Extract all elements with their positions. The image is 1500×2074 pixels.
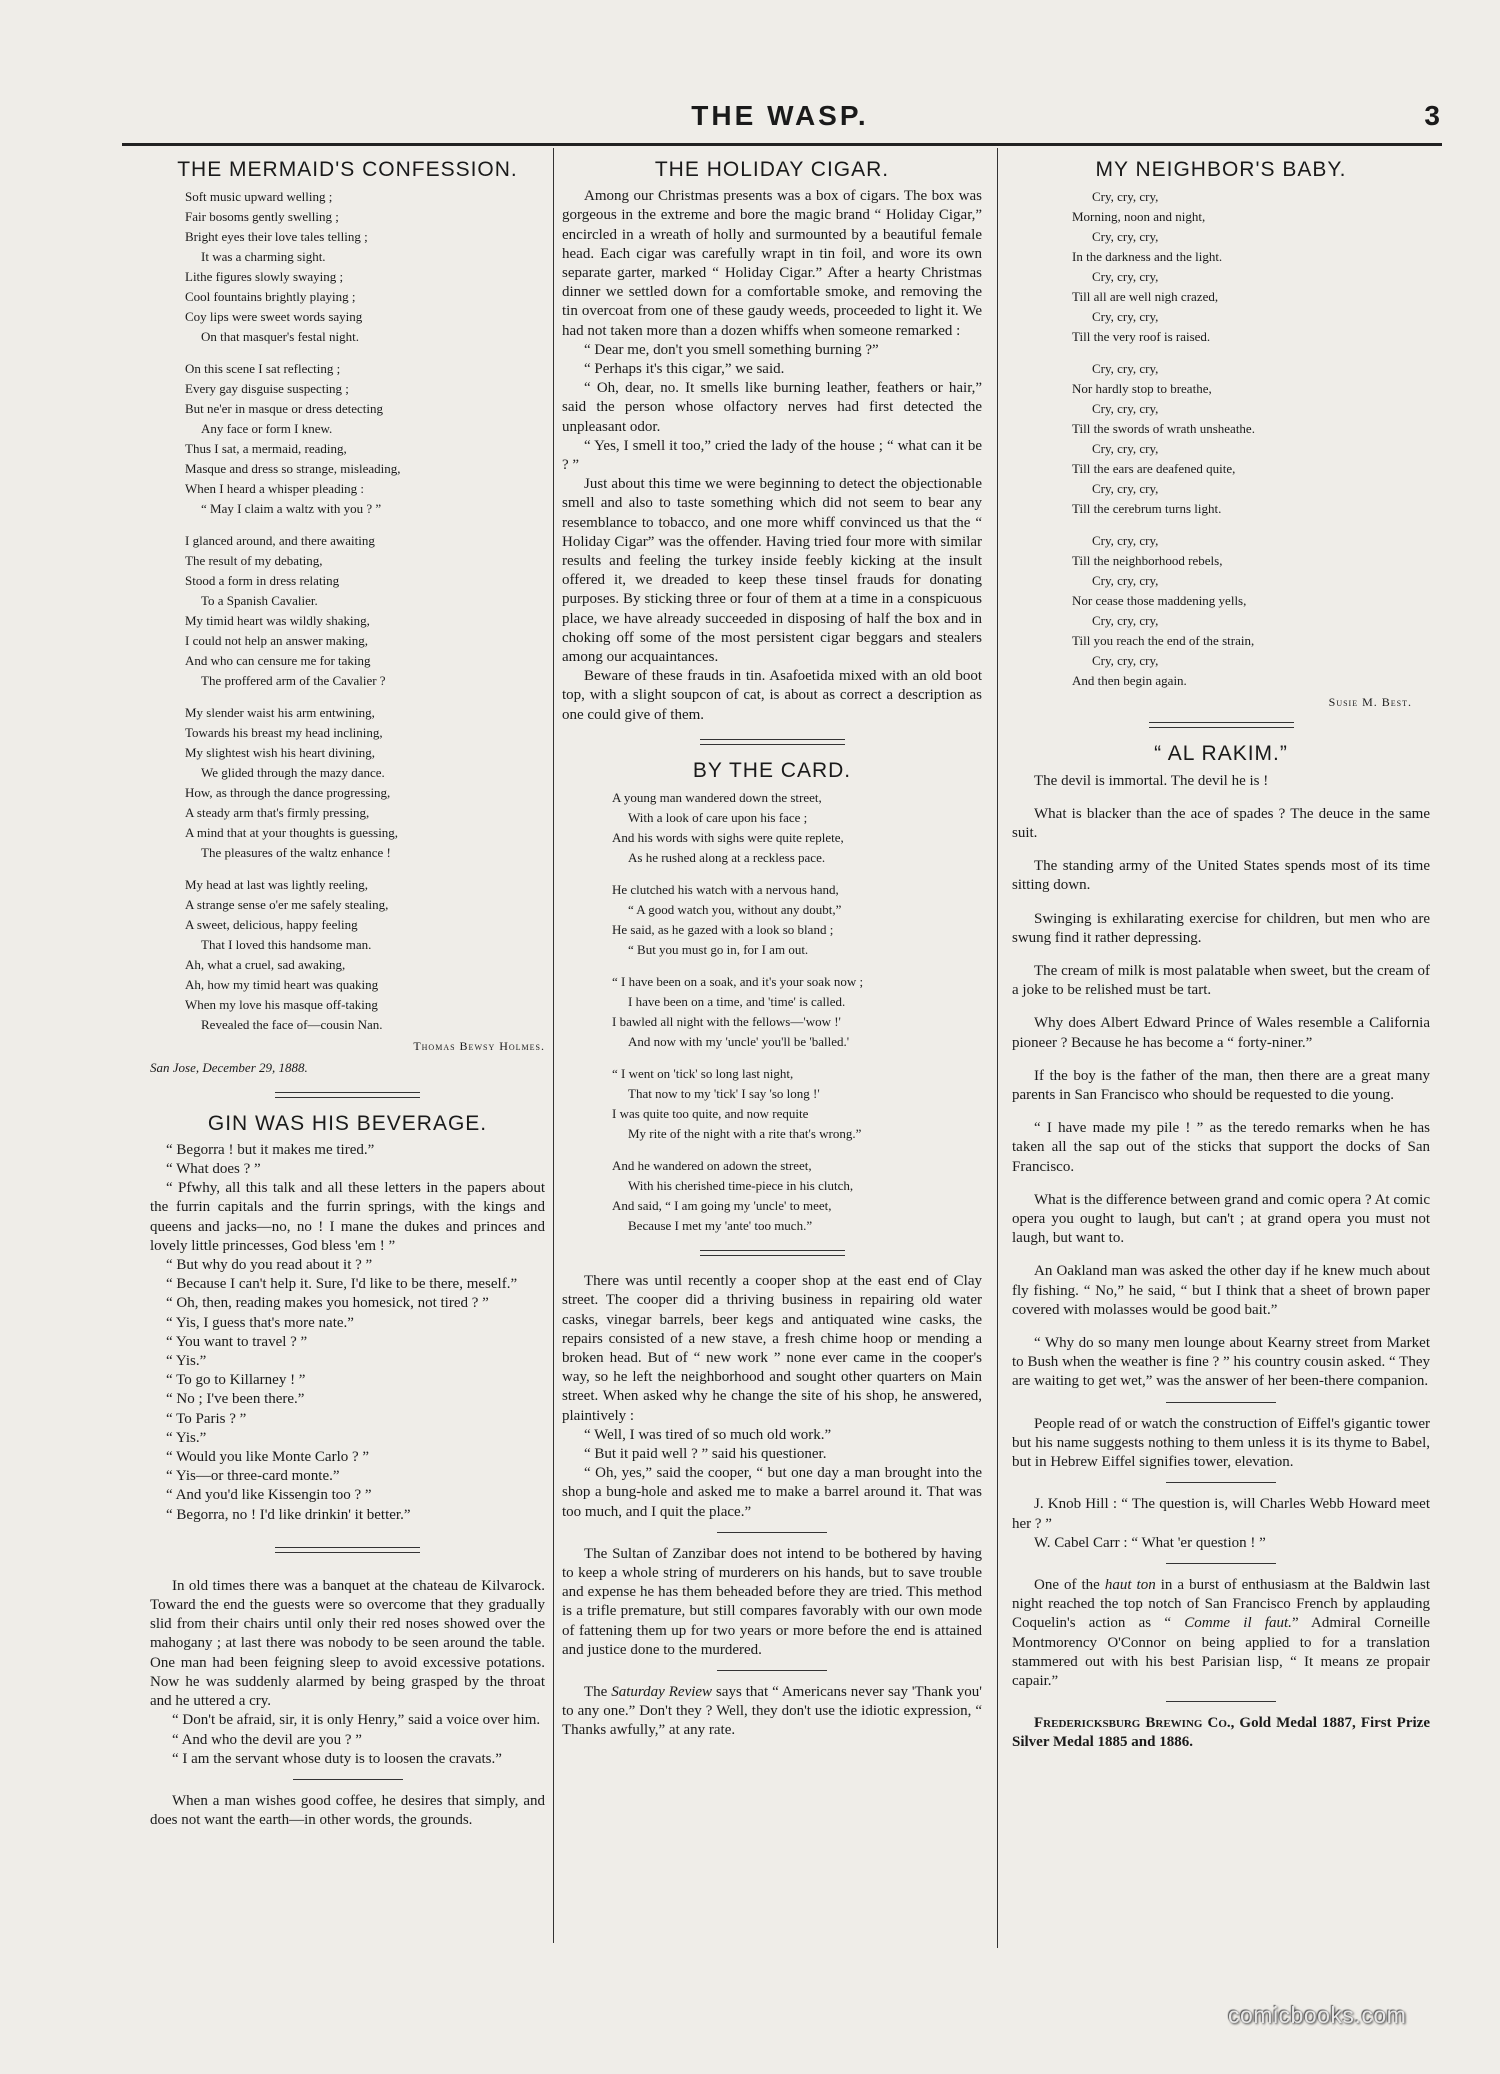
- section-divider: [700, 1250, 845, 1256]
- poem-stanza: [1012, 187, 1430, 347]
- paragraph: “ And who the devil are you ? ”: [172, 1731, 362, 1748]
- poem-line: Nor cease those maddening yells,: [1072, 593, 1247, 609]
- poem-line: My slender waist his arm entwining,: [185, 705, 375, 721]
- joke: What is the difference between grand and comic opera ? At comic opera you ought to laugh, but can't ; at grand opera you must not laugh, but want to.: [1012, 1191, 1430, 1247]
- dialogue-line: “ Yis, I guess that's more nate.”: [166, 1314, 354, 1331]
- poem-line: Cry, cry, cry,: [1092, 441, 1159, 457]
- paragraph: “ But it paid well ? ” said his questioner.: [584, 1445, 827, 1462]
- mermaid-poem: [185, 187, 545, 1035]
- italic-phrase: Comme il faut.: [1184, 1615, 1292, 1632]
- short-rule: [1166, 1563, 1276, 1564]
- dialogue-line: “ Because I can't help it. Sure, I'd like to be there, meself.”: [166, 1276, 518, 1293]
- poem-line: Thus I sat, a mermaid, reading,: [185, 441, 347, 457]
- poem-line: Till the ears are deafened quite,: [1072, 461, 1236, 477]
- poem-stanza: [185, 703, 545, 863]
- poem-line: It was a charming sight.: [201, 249, 326, 265]
- paragraph: “ Don't be afraid, sir, it is only Henry,” said a voice over him.: [172, 1712, 541, 1729]
- poem-line: The proffered arm of the Cavalier ?: [201, 673, 386, 689]
- short-rule: [717, 1670, 827, 1671]
- paragraph: There was until recently a cooper shop at the east end of Clay street. The cooper did a thriving business in repairing old water casks, vinegar barrels, beer kegs and antiquated wine casks, the repairs consisted of a new stave, a fresh chime hoop or mending a broken head. But of “ new work ” none ever came in the cooper's way, so he left the neighborhood and sought other quarters on Main street. When asked why he change the site of his shop, he answered, plaintively :: [562, 1273, 982, 1424]
- joke: The devil is immortal. The devil he is !: [1034, 772, 1269, 789]
- paragraph: Beware of these frauds in tin. Asafoetida mixed with an old boot top, with a slight soupcon of cat, is about as correct a description as one could give of them.: [562, 668, 982, 723]
- poem-line: Coy lips were sweet words saying: [185, 309, 363, 325]
- dialogue-line: “ Begorra, no ! I'd like drinkin' it better.”: [166, 1506, 411, 1523]
- joke: Why does Albert Edward Prince of Wales resemble a California pioneer ? Because he has become a “ forty-niner.”: [1012, 1015, 1430, 1051]
- dialogue-line: “ And you'd like Kissengin too ? ”: [166, 1487, 372, 1504]
- poem-line: “ I went on 'tick' so long last night,: [612, 1066, 794, 1082]
- gin-title: GIN WAS HIS BEVERAGE.: [207, 1111, 488, 1135]
- poem-line: Any face or form I knew.: [201, 421, 333, 437]
- joke: The cream of milk is most palatable when sweet, but the cream of a joke to be relished must be tart.: [1012, 963, 1430, 999]
- poem-line: I glanced around, and there awaiting: [185, 533, 375, 549]
- poem-line: Cry, cry, cry,: [1092, 361, 1159, 377]
- poem-line: Fair bosoms gently swelling ;: [185, 209, 339, 225]
- poem-line: A strange sense o'er me safely stealing,: [185, 897, 389, 913]
- poem-stanza: [185, 359, 545, 519]
- section-divider: [275, 1547, 420, 1553]
- poem-line: We glided through the mazy dance.: [201, 765, 385, 781]
- poem-stanza: [185, 187, 545, 347]
- poem-line: And said, “ I am going my 'uncle' to meet,: [612, 1198, 832, 1214]
- saturday-item: [562, 1683, 982, 1741]
- eiffel-item: People read of or watch the construction of Eiffel's gigantic tower but his name suggests nothing to them unless it is its thyme to Babel, but in Hebrew Eiffel signifies tower, elevation.: [1012, 1415, 1430, 1471]
- poem-line: Till the very roof is raised.: [1072, 329, 1211, 345]
- poem-line: Cry, cry, cry,: [1092, 189, 1159, 205]
- poem-line: Till the cerebrum turns light.: [1072, 501, 1222, 517]
- poem-line: “ But you must go in, for I am out.: [628, 942, 809, 958]
- paragraph: “ Yes, I smell it too,” cried the lady of the house ; “ what can it be ? ”: [562, 437, 982, 474]
- paragraph: “ Oh, dear, no. It smells like burning leather, feathers or hair,” said the person whose olfactory nerves had first detected the unpleasant odor.: [562, 380, 982, 435]
- poem-stanza: [1012, 531, 1430, 691]
- column-3: [1012, 160, 1430, 1753]
- paragraph: “ Perhaps it's this cigar,” we said.: [584, 361, 785, 378]
- short-rule: [717, 1532, 827, 1533]
- short-rule: [1166, 1482, 1276, 1483]
- dialogue-line: “ Begorra ! but it makes me tired.”: [166, 1141, 375, 1158]
- poem-line: Cry, cry, cry,: [1092, 613, 1159, 629]
- dialogue-line: “ What does ? ”: [166, 1161, 261, 1178]
- joke: The standing army of the United States spends most of its time sitting down.: [1012, 858, 1430, 894]
- poem-line: Cool fountains brightly playing ;: [185, 289, 356, 305]
- poem-line: Cry, cry, cry,: [1092, 309, 1159, 325]
- poem-line: The pleasures of the waltz enhance !: [201, 845, 391, 861]
- brewing-ad: [1012, 1714, 1430, 1752]
- dialogue-line: “ But why do you read about it ? ”: [166, 1257, 373, 1274]
- text-run: says that “ Americans never say 'Thank you' to any one.” Don't they ? Well, they don't use the idiotic expression, “ Thanks awfully,” at any rate.: [562, 1683, 982, 1739]
- baby-title: MY NEIGHBOR'S BABY.: [1095, 160, 1347, 181]
- poem-line: On this scene I sat reflecting ;: [185, 361, 341, 377]
- poem-line: I could not help an answer making,: [185, 633, 369, 649]
- newspaper-title: THE WASP.: [691, 100, 869, 131]
- poem-line: Lithe figures slowly swaying ;: [185, 269, 344, 285]
- section-divider: [275, 1092, 420, 1098]
- poem-line: A young man wandered down the street,: [612, 790, 822, 806]
- poem-line: “ I have been on a soak, and it's your soak now ;: [612, 974, 864, 990]
- joke: If the boy is the father of the man, then there are a great many parents in San Francisco who should be requested to die young.: [1012, 1067, 1430, 1104]
- rakim-jokes: [1012, 772, 1430, 1392]
- poem-line: And his words with sighs were quite replete,: [612, 830, 844, 846]
- poem-line: Cry, cry, cry,: [1092, 653, 1159, 669]
- poem-line: On that masquer's festal night.: [201, 329, 359, 345]
- text-run: One of the: [1034, 1576, 1105, 1593]
- dialogue-line: “ To Paris ? ”: [166, 1410, 247, 1427]
- dialogue-line: “ Pfwhy, all this talk and all these letters in the papers about the furrin capitals and the furrin springs, with the kings and queens and jacks—no, no ! I mane the dukes and princes and lovely little princesses, God bless 'em ! ”: [150, 1180, 545, 1254]
- header-rule: [122, 143, 1442, 146]
- poem-line: A mind that at your thoughts is guessing,: [185, 825, 399, 841]
- poem-line: And he wandered on adown the street,: [612, 1158, 812, 1174]
- joke: “ I have made my pile ! ” as the teredo remarks when he has taken all the sap out of the sticks that support the docks of San Francisco.: [1012, 1120, 1430, 1175]
- poem-line: A sweet, delicious, happy feeling: [185, 917, 358, 933]
- column-2: [562, 160, 982, 1741]
- joke: Swinging is exhilarating exercise for children, but men who are swung find it rather depressing.: [1012, 910, 1430, 946]
- dialogue-line: “ Oh, then, reading makes you homesick, not tired ? ”: [166, 1295, 489, 1312]
- poem-stanza: [185, 531, 545, 691]
- poem-line: Cry, cry, cry,: [1092, 269, 1159, 285]
- poem-line: And then begin again.: [1072, 673, 1187, 689]
- paragraph: In old times there was a banquet at the chateau de Kilvarock. Toward the end the guests were so overcome that they gradually slid from their chairs until only their red noses showed over the mahogany ; at last there was nobody to be seen around the table. One man had been feigning sleep to avoid excessive potations. Now he was suddenly alarmed by being grasped by the throat and he uttered a cry.: [150, 1577, 545, 1710]
- poem-line: Cry, cry, cry,: [1092, 229, 1159, 245]
- sultan-item: The Sultan of Zanzibar does not intend to be bothered by having to keep a whole string of murderers on his hands, but to save trouble and expense he has them beheaded before they are tried. This method is a trifle premature, but still compares favorably with our own mode of fattening them up for two years or more before the end is attained and justice done to the murdered.: [562, 1545, 982, 1658]
- poem-line: To a Spanish Cavalier.: [201, 593, 318, 609]
- poem-line: How, as through the dance progressing,: [185, 785, 391, 801]
- joke: What is blacker than the ace of spades ? The deuce in the same suit.: [1012, 805, 1430, 842]
- haut-ton-item: [1012, 1576, 1430, 1691]
- dialogue-line: “ Yis.”: [166, 1353, 207, 1370]
- poem-line: Nor hardly stop to breathe,: [1072, 381, 1212, 397]
- poem-line: That now to my 'tick' I say 'so long !': [628, 1086, 820, 1102]
- card-poem: [612, 788, 982, 1236]
- text-run: in a burst of enthusiasm at the Baldwin last night reached the top notch of San Francisco French by applauding Coquelin's action as “: [1012, 1576, 1430, 1632]
- joke: An Oakland man was asked the other day if he knew much about fly fishing. “ No,” he said, “ but I think that a sheet of brown paper covered with molasses would be good bait.”: [1012, 1263, 1430, 1318]
- page-number: 3: [1424, 100, 1440, 131]
- mermaid-author: Thomas Bewsy Holmes.: [413, 1039, 545, 1054]
- poem-line: Cry, cry, cry,: [1092, 481, 1159, 497]
- poem-line: I bawled all night with the fellows—'wow !': [612, 1014, 841, 1030]
- paragraph: “ Dear me, don't you smell something burning ?”: [584, 341, 879, 358]
- paragraph: “ I am the servant whose duty is to loosen the cravats.”: [172, 1750, 502, 1767]
- poem-line: Towards his breast my head inclining,: [185, 725, 383, 741]
- poem-line: Till you reach the end of the strain,: [1072, 633, 1255, 649]
- text-run: , Gold Medal 1887, First Prize Silver Medal 1885 and 1886.: [1012, 1715, 1430, 1751]
- cigar-title: THE HOLIDAY CIGAR.: [654, 160, 890, 181]
- poem-stanza: [612, 788, 982, 868]
- publication-name: Saturday Review: [611, 1683, 713, 1700]
- poem-stanza: [612, 1156, 982, 1236]
- short-rule: [1166, 1701, 1276, 1702]
- poem-line: When my love his masque off-taking: [185, 997, 378, 1013]
- site-watermark: comicbooks.com: [1228, 2002, 1407, 2028]
- poem-stanza: [612, 1064, 982, 1144]
- card-title: BY THE CARD.: [692, 758, 852, 782]
- poem-line: Stood a form in dress relating: [185, 573, 340, 589]
- poem-line: Revealed the face of—cousin Nan.: [201, 1017, 383, 1033]
- poem-line: He said, as he gazed with a look so bland ;: [612, 922, 834, 938]
- dialogue-line: “ You want to travel ? ”: [166, 1333, 308, 1350]
- paragraph: Just about this time we were beginning to detect the objectionable smell and also to taste something which did not seem to bear any resemblance to tobacco, and one more whiff convinced us that the “ Holiday Cigar” was the offender. Having tried four more with similar results and feeling the turkey inside feebly kicking at the insult offered it, we dreaded to keep these tinsel frauds for donating purposes. By sticking three or four of them at a time in a conspicuous place, we have already succeeded in disposing of half the box and in choking off some of the most persistent cigar beggars and stealers among our acquaintances.: [562, 476, 982, 666]
- poem-line: Ah, what a cruel, sad awaking,: [185, 957, 346, 973]
- italic-phrase: haut ton: [1104, 1576, 1156, 1593]
- chateau-anecdote: [150, 1577, 545, 1769]
- cigar-article: [562, 187, 982, 725]
- dialogue-line: “ Yis—or three-card monte.”: [166, 1468, 340, 1485]
- text-run: ” Admiral Corneille Montmorency O'Connor on being applied to for a translation stammered out with his best Parisian lisp, “ It means ze propair capair.”: [1012, 1615, 1430, 1689]
- brewery-name: Fredericksburg Brewing Co.: [1034, 1715, 1231, 1732]
- dialogue-line: “ No ; I've been there.”: [166, 1391, 305, 1408]
- joke: “ Why do so many men lounge about Kearny street from Market to Bush when the weather is fine ? ” his country cousin asked. “ They are waiting to get wet,” was the answer of her been-there companion.: [1012, 1335, 1430, 1390]
- poem-line: My rite of the night with a rite that's wrong.”: [628, 1126, 862, 1142]
- masthead: [120, 100, 1440, 140]
- poem-line: Cry, cry, cry,: [1092, 401, 1159, 417]
- poem-line: I have been on a time, and 'time' is called.: [628, 994, 846, 1010]
- mermaid-title: THE MERMAID'S CONFESSION.: [177, 160, 518, 181]
- poem-line: A steady arm that's firmly pressing,: [185, 805, 370, 821]
- column-rule-2: [997, 148, 998, 1948]
- poem-line: That I loved this handsome man.: [201, 937, 372, 953]
- short-rule: [293, 1779, 403, 1780]
- poem-line: Till all are well nigh crazed,: [1072, 289, 1219, 305]
- poem-line: “ A good watch you, without any doubt,”: [628, 902, 842, 918]
- poem-line: My timid heart was wildly shaking,: [185, 613, 370, 629]
- poem-line: And now with my 'uncle' you'll be 'balled.': [628, 1034, 850, 1050]
- cooper-anecdote: [562, 1272, 982, 1522]
- mermaid-date: San Jose, December 29, 1888.: [150, 1060, 308, 1076]
- column-rule-1: [553, 148, 554, 1943]
- poem-line: I was quite too quite, and now requite: [612, 1106, 809, 1122]
- poem-line: Till the swords of wrath unsheathe.: [1072, 421, 1255, 437]
- poem-line: With his cherished time-piece in his clutch,: [628, 1178, 854, 1194]
- poem-stanza: [612, 880, 982, 960]
- poem-line: My slightest wish his heart divining,: [185, 745, 375, 761]
- poem-stanza: [185, 875, 545, 1035]
- poem-line: When I heard a whisper pleading :: [185, 481, 365, 497]
- dialogue-line: “ Would you like Monte Carlo ? ”: [166, 1449, 370, 1466]
- poem-stanza: [612, 972, 982, 1052]
- baby-author: Susie M. Best.: [1328, 695, 1412, 710]
- section-divider: [1149, 722, 1294, 728]
- poem-line: Cry, cry, cry,: [1092, 533, 1159, 549]
- poem-line: Bright eyes their love tales telling ;: [185, 229, 368, 245]
- column-1: [150, 160, 545, 1830]
- poem-line: Ah, how my timid heart was quaking: [185, 977, 379, 993]
- poem-line: Soft music upward welling ;: [185, 189, 333, 205]
- paragraph: “ Well, I was tired of so much old work.”: [584, 1426, 832, 1443]
- poem-line: In the darkness and the light.: [1072, 249, 1223, 265]
- poem-line: But ne'er in masque or dress detecting: [185, 401, 384, 417]
- poem-line: Because I met my 'ante' too much.”: [628, 1218, 813, 1234]
- poem-line: My head at last was lightly reeling,: [185, 877, 369, 893]
- paragraph: “ Oh, yes,” said the cooper, “ but one day a man brought into the shop a bung-hole and asked me to make a barrel around it. That was too much, and I quit the place.”: [562, 1465, 982, 1520]
- paragraph: Among our Christmas presents was a box of cigars. The box was gorgeous in the extreme and bore the magic brand “ Holiday Cigar,” encircled in a wreath of holly and surmounted by a beautiful female head. Each cigar was carefully wrapt in tin foil, and wore its own separate garter, marked “ Holiday Cigar.” After a hearty Christmas dinner we settled down for a comfortable smoke, and removing the tin overcoat from one of these gaudy weeds, proceeded to light it. We had not taken more than a dozen whiffs when someone remarked :: [562, 188, 982, 339]
- rakim-title: “ AL RAKIM.”: [1154, 742, 1288, 766]
- poem-line: With a look of care upon his face ;: [628, 810, 808, 826]
- poem-line: The result of my debating,: [185, 553, 323, 569]
- text-run: The: [584, 1683, 612, 1700]
- poem-stanza: [1012, 359, 1430, 519]
- poem-line: Till the neighborhood rebels,: [1072, 553, 1223, 569]
- baby-poem: [1012, 187, 1430, 691]
- poem-line: And who can censure me for taking: [185, 653, 371, 669]
- knob-line-2: W. Cabel Carr : “ What 'er question ! ”: [1034, 1534, 1266, 1551]
- poem-line: Morning, noon and night,: [1072, 209, 1206, 225]
- coffee-joke: When a man wishes good coffee, he desires that simply, and does not want the earth—in other words, the grounds.: [150, 1792, 545, 1829]
- poem-line: Every gay disguise suspecting ;: [185, 381, 349, 397]
- dialogue-line: “ Yis.”: [166, 1429, 207, 1446]
- gin-dialogue: [150, 1141, 545, 1525]
- dialogue-line: “ To go to Killarney ! ”: [166, 1372, 306, 1389]
- poem-line: As he rushed along at a reckless pace.: [628, 850, 826, 866]
- section-divider: [700, 739, 845, 745]
- poem-line: He clutched his watch with a nervous hand,: [612, 882, 839, 898]
- knob-line-1: J. Knob Hill : “ The question is, will Charles Webb Howard meet her ? ”: [1012, 1496, 1430, 1532]
- poem-line: “ May I claim a waltz with you ? ”: [201, 501, 382, 517]
- short-rule: [1166, 1402, 1276, 1403]
- poem-line: Cry, cry, cry,: [1092, 573, 1159, 589]
- poem-line: Masque and dress so strange, misleading,: [185, 461, 401, 477]
